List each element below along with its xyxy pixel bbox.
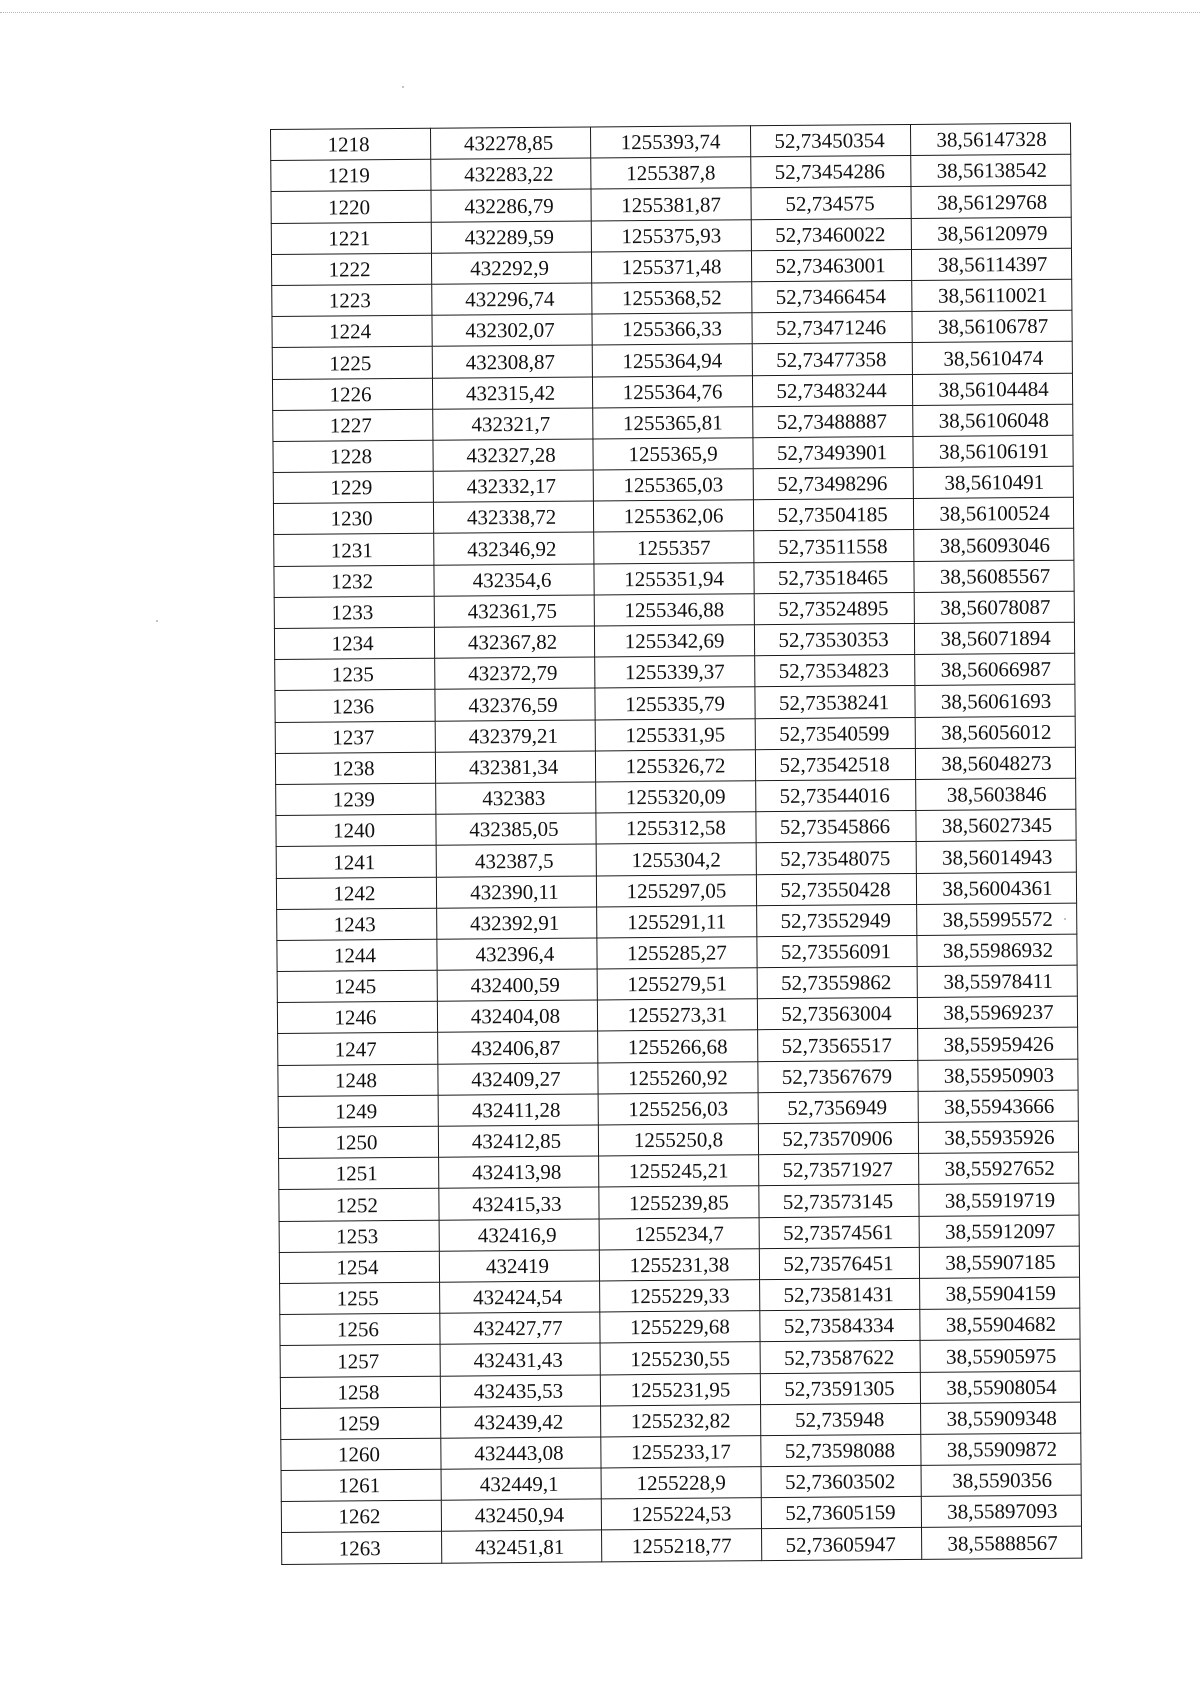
- latitude-cell: 52,73542518: [755, 748, 915, 780]
- latitude-cell: 52,73548075: [756, 842, 916, 874]
- point-number-cell: 1231: [274, 534, 434, 566]
- latitude-cell: 52,73576451: [759, 1247, 919, 1279]
- y-coordinate-cell: 1255260,92: [598, 1061, 758, 1093]
- longitude-cell: 38,55995572: [917, 903, 1077, 935]
- point-number-cell: 1225: [272, 347, 432, 379]
- point-number-cell: 1249: [278, 1095, 438, 1127]
- longitude-cell: 38,55969237: [917, 996, 1077, 1028]
- latitude-cell: 52,73570906: [758, 1122, 918, 1154]
- longitude-cell: 38,56100524: [913, 497, 1073, 529]
- longitude-cell: 38,56056012: [915, 716, 1075, 748]
- longitude-cell: 38,55904682: [920, 1308, 1080, 1340]
- point-number-cell: 1230: [273, 502, 433, 534]
- longitude-cell: 38,56027345: [916, 809, 1076, 841]
- latitude-cell: 52,73504185: [753, 499, 913, 531]
- x-coordinate-cell: 432376,59: [435, 688, 595, 720]
- x-coordinate-cell: 432427,77: [440, 1312, 600, 1344]
- point-number-cell: 1223: [272, 284, 432, 316]
- y-coordinate-cell: 1255320,09: [596, 781, 756, 813]
- longitude-cell: 38,56093046: [914, 529, 1074, 561]
- point-number-cell: 1234: [274, 627, 434, 659]
- y-coordinate-cell: 1255239,85: [599, 1186, 759, 1218]
- x-coordinate-cell: 432449,1: [441, 1468, 601, 1500]
- longitude-cell: 38,56110021: [912, 279, 1072, 311]
- y-coordinate-cell: 1255362,06: [593, 500, 753, 532]
- latitude-cell: 52,734575: [751, 187, 911, 219]
- point-number-cell: 1228: [273, 440, 433, 472]
- latitude-cell: 52,73498296: [753, 468, 913, 500]
- longitude-cell: 38,55912097: [919, 1215, 1079, 1247]
- longitude-cell: 38,56071894: [914, 622, 1074, 654]
- y-coordinate-cell: 1255273,31: [597, 999, 757, 1031]
- point-number-cell: 1261: [281, 1469, 441, 1501]
- y-coordinate-cell: 1255371,48: [591, 250, 751, 282]
- y-coordinate-cell: 1255291,11: [597, 905, 757, 937]
- longitude-cell: 38,56085567: [914, 560, 1074, 592]
- point-number-cell: 1246: [277, 1001, 437, 1033]
- point-number-cell: 1219: [271, 159, 431, 191]
- y-coordinate-cell: 1255245,21: [599, 1155, 759, 1187]
- point-number-cell: 1229: [273, 471, 433, 503]
- x-coordinate-cell: 432409,27: [438, 1063, 598, 1095]
- point-number-cell: 1222: [271, 253, 431, 285]
- point-number-cell: 1260: [281, 1438, 441, 1470]
- longitude-cell: 38,55986932: [917, 934, 1077, 966]
- x-coordinate-cell: 432278,85: [430, 127, 590, 159]
- scan-top-edge: [0, 12, 1200, 13]
- coordinates-table: [270, 123, 1082, 1565]
- latitude-cell: 52,73587622: [760, 1341, 920, 1373]
- longitude-cell: 38,55959426: [918, 1028, 1078, 1060]
- y-coordinate-cell: 1255256,03: [598, 1093, 758, 1125]
- latitude-cell: 52,73574561: [759, 1216, 919, 1248]
- x-coordinate-cell: 432321,7: [433, 408, 593, 440]
- x-coordinate-cell: 432387,5: [436, 844, 596, 876]
- longitude-cell: 38,56106048: [913, 404, 1073, 436]
- longitude-cell: 38,56138542: [911, 154, 1071, 186]
- point-number-cell: 1241: [276, 846, 436, 878]
- x-coordinate-cell: 432424,54: [440, 1281, 600, 1313]
- longitude-cell: 38,55927652: [919, 1152, 1079, 1184]
- x-coordinate-cell: 432385,05: [436, 813, 596, 845]
- point-number-cell: 1252: [279, 1189, 439, 1221]
- y-coordinate-cell: 1255387,8: [591, 157, 751, 189]
- latitude-cell: 52,73466454: [752, 280, 912, 312]
- scan-speck: [402, 86, 404, 88]
- x-coordinate-cell: 432406,87: [438, 1031, 598, 1063]
- point-number-cell: 1236: [275, 690, 435, 722]
- x-coordinate-cell: 432332,17: [433, 470, 593, 502]
- x-coordinate-cell: 432308,87: [432, 345, 592, 377]
- x-coordinate-cell: 432419: [439, 1250, 599, 1282]
- latitude-cell: 52,73493901: [753, 436, 913, 468]
- y-coordinate-cell: 1255224,53: [601, 1498, 761, 1530]
- point-number-cell: 1240: [276, 814, 436, 846]
- longitude-cell: 38,55935926: [918, 1121, 1078, 1153]
- point-number-cell: 1245: [277, 970, 437, 1002]
- point-number-cell: 1232: [274, 565, 434, 597]
- y-coordinate-cell: 1255339,37: [595, 656, 755, 688]
- coordinates-table-body: [271, 123, 1082, 1564]
- point-number-cell: 1258: [280, 1376, 440, 1408]
- y-coordinate-cell: 1255368,52: [592, 282, 752, 314]
- point-number-cell: 1263: [282, 1532, 442, 1564]
- latitude-cell: 52,73550428: [756, 873, 916, 905]
- latitude-cell: 52,73559862: [757, 967, 917, 999]
- point-number-cell: 1256: [280, 1313, 440, 1345]
- latitude-cell: 52,73603502: [761, 1465, 921, 1497]
- latitude-cell: 52,73530353: [754, 623, 914, 655]
- x-coordinate-cell: 432338,72: [433, 501, 593, 533]
- latitude-cell: 52,73450354: [750, 124, 910, 156]
- y-coordinate-cell: 1255312,58: [596, 812, 756, 844]
- point-number-cell: 1238: [275, 752, 435, 784]
- x-coordinate-cell: 432400,59: [437, 969, 597, 1001]
- longitude-cell: 38,55919719: [919, 1184, 1079, 1216]
- x-coordinate-cell: 432361,75: [434, 595, 594, 627]
- latitude-cell: 52,73573145: [759, 1185, 919, 1217]
- y-coordinate-cell: 1255285,27: [597, 937, 757, 969]
- y-coordinate-cell: 1255232,82: [601, 1404, 761, 1436]
- x-coordinate-cell: 432381,34: [435, 751, 595, 783]
- x-coordinate-cell: 432411,28: [438, 1094, 598, 1126]
- x-coordinate-cell: 432415,33: [439, 1187, 599, 1219]
- x-coordinate-cell: 432435,53: [440, 1374, 600, 1406]
- x-coordinate-cell: 432404,08: [437, 1000, 597, 1032]
- point-number-cell: 1226: [272, 378, 432, 410]
- table-row: [282, 1527, 1082, 1564]
- y-coordinate-cell: 1255346,88: [594, 594, 754, 626]
- x-coordinate-cell: 432392,91: [437, 907, 597, 939]
- point-number-cell: 1250: [278, 1126, 438, 1158]
- latitude-cell: 52,73463001: [751, 249, 911, 281]
- y-coordinate-cell: 1255365,81: [593, 406, 753, 438]
- y-coordinate-cell: 1255229,68: [600, 1311, 760, 1343]
- x-coordinate-cell: 432327,28: [433, 439, 593, 471]
- y-coordinate-cell: 1255331,95: [595, 718, 755, 750]
- longitude-cell: 38,56004361: [916, 872, 1076, 904]
- y-coordinate-cell: 1255351,94: [594, 562, 754, 594]
- y-coordinate-cell: 1255304,2: [596, 843, 756, 875]
- point-number-cell: 1262: [281, 1500, 441, 1532]
- point-number-cell: 1233: [274, 596, 434, 628]
- latitude-cell: 52,73544016: [756, 779, 916, 811]
- point-number-cell: 1248: [278, 1064, 438, 1096]
- longitude-cell: 38,55909872: [921, 1433, 1081, 1465]
- longitude-cell: 38,56014943: [916, 841, 1076, 873]
- x-coordinate-cell: 432379,21: [435, 720, 595, 752]
- latitude-cell: 52,73571927: [759, 1154, 919, 1186]
- latitude-cell: 52,73454286: [751, 156, 911, 188]
- y-coordinate-cell: 1255366,33: [592, 313, 752, 345]
- point-number-cell: 1259: [281, 1407, 441, 1439]
- latitude-cell: 52,73540599: [755, 717, 915, 749]
- point-number-cell: 1235: [275, 658, 435, 690]
- latitude-cell: 52,73471246: [752, 312, 912, 344]
- latitude-cell: 52,73483244: [752, 374, 912, 406]
- longitude-cell: 38,55904159: [920, 1277, 1080, 1309]
- longitude-cell: 38,56048273: [915, 747, 1075, 779]
- longitude-cell: 38,55905975: [920, 1339, 1080, 1371]
- x-coordinate-cell: 432412,85: [438, 1125, 598, 1157]
- longitude-cell: 38,55897093: [921, 1495, 1081, 1527]
- latitude-cell: 52,735948: [761, 1403, 921, 1435]
- x-coordinate-cell: 432450,94: [441, 1499, 601, 1531]
- point-number-cell: 1257: [280, 1345, 440, 1377]
- y-coordinate-cell: 1255375,93: [591, 219, 751, 251]
- point-number-cell: 1227: [273, 409, 433, 441]
- y-coordinate-cell: 1255250,8: [598, 1124, 758, 1156]
- x-coordinate-cell: 432346,92: [434, 532, 594, 564]
- latitude-cell: 52,73584334: [760, 1310, 920, 1342]
- y-coordinate-cell: 1255393,74: [590, 126, 750, 158]
- latitude-cell: 52,73567679: [758, 1060, 918, 1092]
- latitude-cell: 52,73581431: [760, 1278, 920, 1310]
- y-coordinate-cell: 1255231,95: [600, 1373, 760, 1405]
- point-number-cell: 1254: [279, 1251, 439, 1283]
- latitude-cell: 52,73477358: [752, 343, 912, 375]
- x-coordinate-cell: 432286,79: [431, 189, 591, 221]
- longitude-cell: 38,55908054: [920, 1371, 1080, 1403]
- x-coordinate-cell: 432283,22: [431, 158, 591, 190]
- point-number-cell: 1253: [279, 1220, 439, 1252]
- latitude-cell: 52,73565517: [758, 1029, 918, 1061]
- longitude-cell: 38,56120979: [911, 217, 1071, 249]
- longitude-cell: 38,5610474: [912, 342, 1072, 374]
- y-coordinate-cell: 1255297,05: [596, 874, 756, 906]
- latitude-cell: 52,73511558: [754, 530, 914, 562]
- point-number-cell: 1239: [276, 783, 436, 815]
- x-coordinate-cell: 432367,82: [434, 626, 594, 658]
- coordinates-table-wrapper: [270, 123, 1081, 1565]
- y-coordinate-cell: 1255365,9: [593, 438, 753, 470]
- latitude-cell: 52,73552949: [757, 904, 917, 936]
- y-coordinate-cell: 1255218,77: [602, 1529, 762, 1561]
- y-coordinate-cell: 1255364,76: [592, 375, 752, 407]
- scan-speck: [156, 620, 158, 622]
- y-coordinate-cell: 1255231,38: [599, 1248, 759, 1280]
- longitude-cell: 38,55888567: [922, 1527, 1082, 1559]
- y-coordinate-cell: 1255381,87: [591, 188, 751, 220]
- latitude-cell: 52,73524895: [754, 592, 914, 624]
- latitude-cell: 52,73591305: [760, 1372, 920, 1404]
- x-coordinate-cell: 432396,4: [437, 938, 597, 970]
- longitude-cell: 38,56104484: [912, 373, 1072, 405]
- x-coordinate-cell: 432354,6: [434, 564, 594, 596]
- x-coordinate-cell: 432292,9: [431, 252, 591, 284]
- point-number-cell: 1237: [275, 721, 435, 753]
- y-coordinate-cell: 1255365,03: [593, 469, 753, 501]
- longitude-cell: 38,56106191: [913, 435, 1073, 467]
- longitude-cell: 38,55978411: [917, 965, 1077, 997]
- latitude-cell: 52,73556091: [757, 935, 917, 967]
- y-coordinate-cell: 1255230,55: [600, 1342, 760, 1374]
- x-coordinate-cell: 432302,07: [432, 314, 592, 346]
- latitude-cell: 52,73605159: [761, 1497, 921, 1529]
- x-coordinate-cell: 432439,42: [441, 1406, 601, 1438]
- y-coordinate-cell: 1255357: [594, 531, 754, 563]
- point-number-cell: 1224: [272, 315, 432, 347]
- x-coordinate-cell: 432296,74: [432, 283, 592, 315]
- longitude-cell: 38,5590356: [921, 1464, 1081, 1496]
- point-number-cell: 1221: [271, 222, 431, 254]
- y-coordinate-cell: 1255234,7: [599, 1217, 759, 1249]
- point-number-cell: 1242: [276, 877, 436, 909]
- x-coordinate-cell: 432443,08: [441, 1437, 601, 1469]
- y-coordinate-cell: 1255266,68: [598, 1030, 758, 1062]
- x-coordinate-cell: 432413,98: [439, 1156, 599, 1188]
- point-number-cell: 1251: [279, 1157, 439, 1189]
- x-coordinate-cell: 432431,43: [440, 1343, 600, 1375]
- latitude-cell: 52,73534823: [755, 655, 915, 687]
- longitude-cell: 38,5603846: [916, 778, 1076, 810]
- latitude-cell: 52,7356949: [758, 1091, 918, 1123]
- point-number-cell: 1218: [271, 128, 431, 160]
- longitude-cell: 38,55909348: [921, 1402, 1081, 1434]
- longitude-cell: 38,56129768: [911, 186, 1071, 218]
- latitude-cell: 52,73545866: [756, 811, 916, 843]
- latitude-cell: 52,73518465: [754, 561, 914, 593]
- longitude-cell: 38,56147328: [910, 123, 1070, 155]
- x-coordinate-cell: 432372,79: [435, 657, 595, 689]
- latitude-cell: 52,73460022: [751, 218, 911, 250]
- point-number-cell: 1247: [278, 1033, 438, 1065]
- y-coordinate-cell: 1255342,69: [594, 625, 754, 657]
- x-coordinate-cell: 432383: [436, 782, 596, 814]
- longitude-cell: 38,56061693: [915, 685, 1075, 717]
- latitude-cell: 52,73538241: [755, 686, 915, 718]
- point-number-cell: 1220: [271, 191, 431, 223]
- x-coordinate-cell: 432451,81: [442, 1530, 602, 1562]
- y-coordinate-cell: 1255229,33: [600, 1280, 760, 1312]
- point-number-cell: 1244: [277, 939, 437, 971]
- latitude-cell: 52,73605947: [762, 1528, 922, 1560]
- longitude-cell: 38,5610491: [913, 466, 1073, 498]
- point-number-cell: 1243: [277, 908, 437, 940]
- y-coordinate-cell: 1255364,94: [592, 344, 752, 376]
- x-coordinate-cell: 432390,11: [436, 875, 596, 907]
- longitude-cell: 38,55907185: [919, 1246, 1079, 1278]
- longitude-cell: 38,56078087: [914, 591, 1074, 623]
- x-coordinate-cell: 432289,59: [431, 221, 591, 253]
- point-number-cell: 1255: [280, 1282, 440, 1314]
- y-coordinate-cell: 1255326,72: [595, 749, 755, 781]
- y-coordinate-cell: 1255279,51: [597, 968, 757, 1000]
- y-coordinate-cell: 1255335,79: [595, 687, 755, 719]
- x-coordinate-cell: 432416,9: [439, 1219, 599, 1251]
- latitude-cell: 52,73598088: [761, 1434, 921, 1466]
- longitude-cell: 38,55943666: [918, 1090, 1078, 1122]
- x-coordinate-cell: 432315,42: [432, 376, 592, 408]
- y-coordinate-cell: 1255233,17: [601, 1436, 761, 1468]
- longitude-cell: 38,55950903: [918, 1059, 1078, 1091]
- longitude-cell: 38,56106787: [912, 310, 1072, 342]
- latitude-cell: 52,73488887: [753, 405, 913, 437]
- longitude-cell: 38,56114397: [911, 248, 1071, 280]
- y-coordinate-cell: 1255228,9: [601, 1467, 761, 1499]
- latitude-cell: 52,73563004: [757, 998, 917, 1030]
- longitude-cell: 38,56066987: [915, 653, 1075, 685]
